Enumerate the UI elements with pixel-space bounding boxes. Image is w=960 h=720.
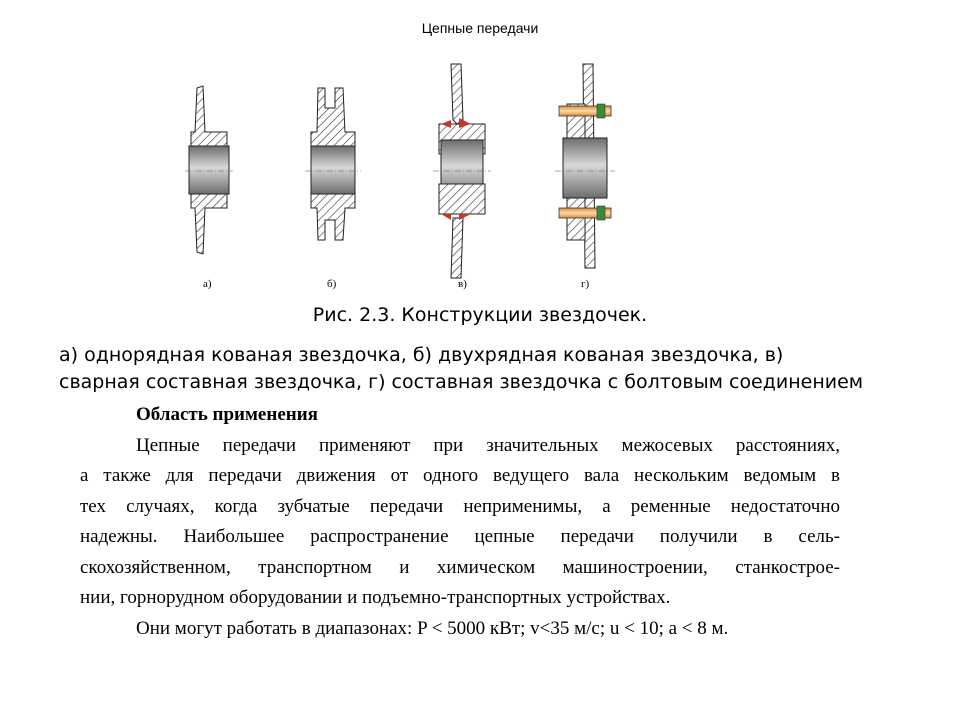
- sprocket-a: [185, 86, 233, 254]
- paragraph-line: Цепные передачи применяют при значительных межосевых расстояниях,: [136, 434, 840, 456]
- paragraph-line: Они могут работать в диапазонах: P < 5000 кВт; v<35 м/с; u < 10; a < 8 м.: [136, 617, 729, 639]
- paragraph-line: нии, горнорудном оборудовании и подъемно-транспортных устройствах.: [80, 587, 671, 608]
- sprocket-b: [305, 88, 361, 240]
- description-line: а) однорядная кованая звездочка, б) двухрядная кованая звездочка, в): [59, 344, 784, 366]
- slide-title: Цепные передачи: [421, 20, 539, 36]
- figure-label-b: б): [327, 278, 337, 290]
- figure-caption: Рис. 2.3. Конструкции звездочек.: [312, 304, 648, 326]
- paragraph-line: а также для передачи движения от одного ведущего вала нескольким ведомым в: [80, 465, 840, 486]
- paragraph-line: тех случаях, когда зубчатые передачи неприменимы, а ременные недостаточно: [80, 495, 840, 517]
- figure-description: [59, 342, 909, 392]
- sprocket-d: [555, 64, 615, 268]
- sprocket-figure: [175, 58, 635, 292]
- figure-label-d: г): [581, 278, 590, 290]
- figure-label-c: в): [458, 278, 467, 290]
- paragraph-line: надежны. Наибольшее распространение цепные передачи получили в сель-: [80, 526, 840, 547]
- description-line: сварная составная звездочка, г) составная звездочка с болтовым соединением: [59, 371, 864, 392]
- section-heading: Область применения: [136, 404, 318, 425]
- figure-label-a: а): [203, 278, 212, 290]
- scanned-text-block: [80, 400, 840, 644]
- paragraph-line: скохозяйственном, транспортном и химическом машиностроении, станкострое-: [80, 556, 840, 578]
- sprocket-c: [433, 64, 491, 278]
- sprocket-drawings: [175, 58, 635, 288]
